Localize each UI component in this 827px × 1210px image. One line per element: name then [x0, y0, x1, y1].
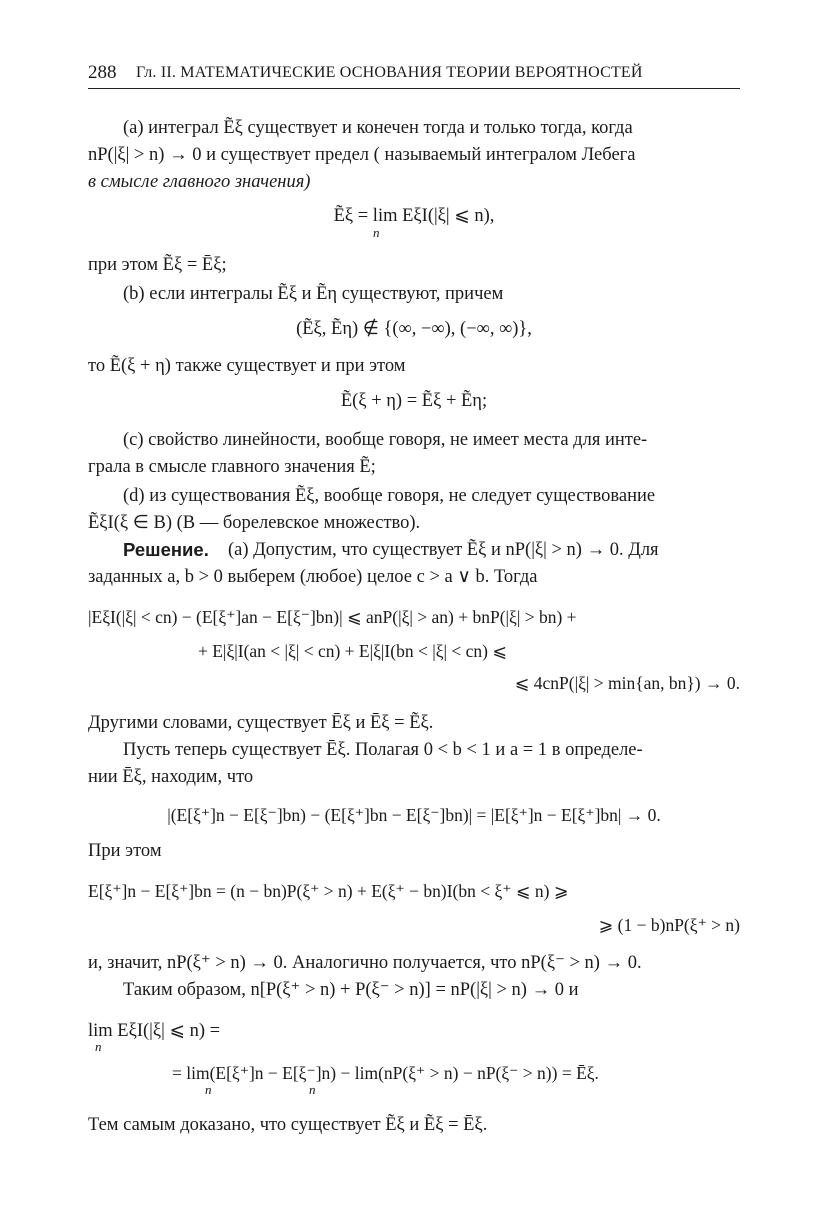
text-line-consequence: и, значит, nP(ξ⁺ > n) → 0. Аналогично получается, что nP(ξ⁻ > n) → 0. [88, 953, 642, 973]
formula-final-2-subscripts: n n [205, 1082, 316, 1097]
solution-heading: Решение. [123, 539, 209, 560]
text-line-c-1: (c) свойство линейности, вообще говоря, не имеет места для инте- [123, 430, 648, 450]
formula-final-1-subscript: n [95, 1039, 102, 1054]
text-line-c-2: грала в смысле главного значения Ẽ; [88, 457, 376, 477]
running-header [88, 62, 740, 89]
formula-pair-condition: (Ẽξ, Ẽη) ∉ {(∞, −∞), (−∞, ∞)}, [296, 319, 532, 339]
text-line-d-1: (d) из существования Ẽξ, вообще говоря, не следует существование [123, 486, 656, 506]
text-line-a-2: nP(|ξ| > n) → 0 и существует предел ( называемый интегралом Лебега [88, 145, 636, 165]
text-line-a-3: в смысле главного значения) [88, 172, 311, 192]
formula-lower-bound-2: ⩾ (1 − b)nP(ξ⁺ > n) [598, 915, 740, 935]
formula-estimate-line-1: |EξI(|ξ| < cn) − (E[ξ⁺]an − E[ξ⁻]bn)| ⩽ anP(|ξ| > an) + bnP(|ξ| > bn) + [88, 607, 577, 627]
page-number: 288 [88, 62, 117, 83]
text-line-solution-2: заданных a, b > 0 выберем (любое) целое c > a ∨ b. Тогда [88, 567, 538, 587]
formula-final-1: lim EξI(|ξ| ⩽ n) = [88, 1021, 221, 1041]
formula-difference: |(E[ξ⁺]n − E[ξ⁻]bn) − (E[ξ⁺]bn − E[ξ⁻]bn)| = |E[ξ⁺]n − E[ξ⁺]bn| → 0. [167, 805, 661, 825]
text-line-conclusion-1: Другими словами, существует Ēξ и Ēξ = Ẽξ. [88, 713, 434, 733]
text-line-thus: Таким образом, n[P(ξ⁺ > n) + P(ξ⁻ > n)] = nP(|ξ| > n) → 0 и [123, 980, 579, 1000]
text-line-a-1: (a) интеграл Ẽξ существует и конечен тогда и только тогда, когда [123, 118, 633, 138]
formula-estimate-line-2: + E|ξ|I(an < |ξ| < cn) + E|ξ|I(bn < |ξ| < cn) ⩽ [198, 641, 508, 661]
formula-lim-subscript: n [373, 225, 380, 240]
formula-principal-value: Ẽξ = lim EξI(|ξ| ⩽ n), [333, 206, 495, 226]
text-line-moreover: При этом [88, 841, 162, 861]
text-line-final: Тем самым доказано, что существует Ẽξ и Ẽξ = Ēξ. [88, 1115, 488, 1135]
text-line-a-4: при этом Ẽξ = Ēξ; [88, 255, 227, 275]
formula-lower-bound-1: E[ξ⁺]n − E[ξ⁺]bn = (n − bn)P(ξ⁺ > n) + E(ξ⁺ − bn)I(bn < ξ⁺ ⩽ n) ⩾ [88, 881, 569, 901]
text-line-b-2: то Ẽ(ξ + η) также существует и при этом [88, 356, 406, 376]
formula-final-2: = lim(E[ξ⁺]n − E[ξ⁻]n) − lim(nP(ξ⁺ > n) − nP(ξ⁻ > n)) = Ēξ. [172, 1063, 599, 1083]
formula-estimate-line-3: ⩽ 4cnP(|ξ| > min{an, bn}) → 0. [514, 673, 740, 693]
text-line-solution-1: (a) Допустим, что существует Ẽξ и nP(|ξ| > n) → 0. Для [228, 540, 659, 560]
formula-additivity: Ẽ(ξ + η) = Ẽξ + Ẽη; [340, 391, 488, 411]
text-line-b-1: (b) если интегралы Ẽξ и Ẽη существуют, причем [123, 284, 504, 304]
text-line-d-2: ẼξI(ξ ∈ B) (B — борелевское множество). [88, 513, 421, 533]
chapter-title: Гл. II. МАТЕМАТИЧЕСКИЕ ОСНОВАНИЯ ТЕОРИИ ВЕРОЯТНОСТЕЙ [136, 64, 643, 81]
text-line-converse-1: Пусть теперь существует Ēξ. Полагая 0 < b < 1 и a = 1 в определе- [123, 740, 643, 760]
text-line-converse-2: нии Ēξ, находим, что [88, 767, 254, 787]
